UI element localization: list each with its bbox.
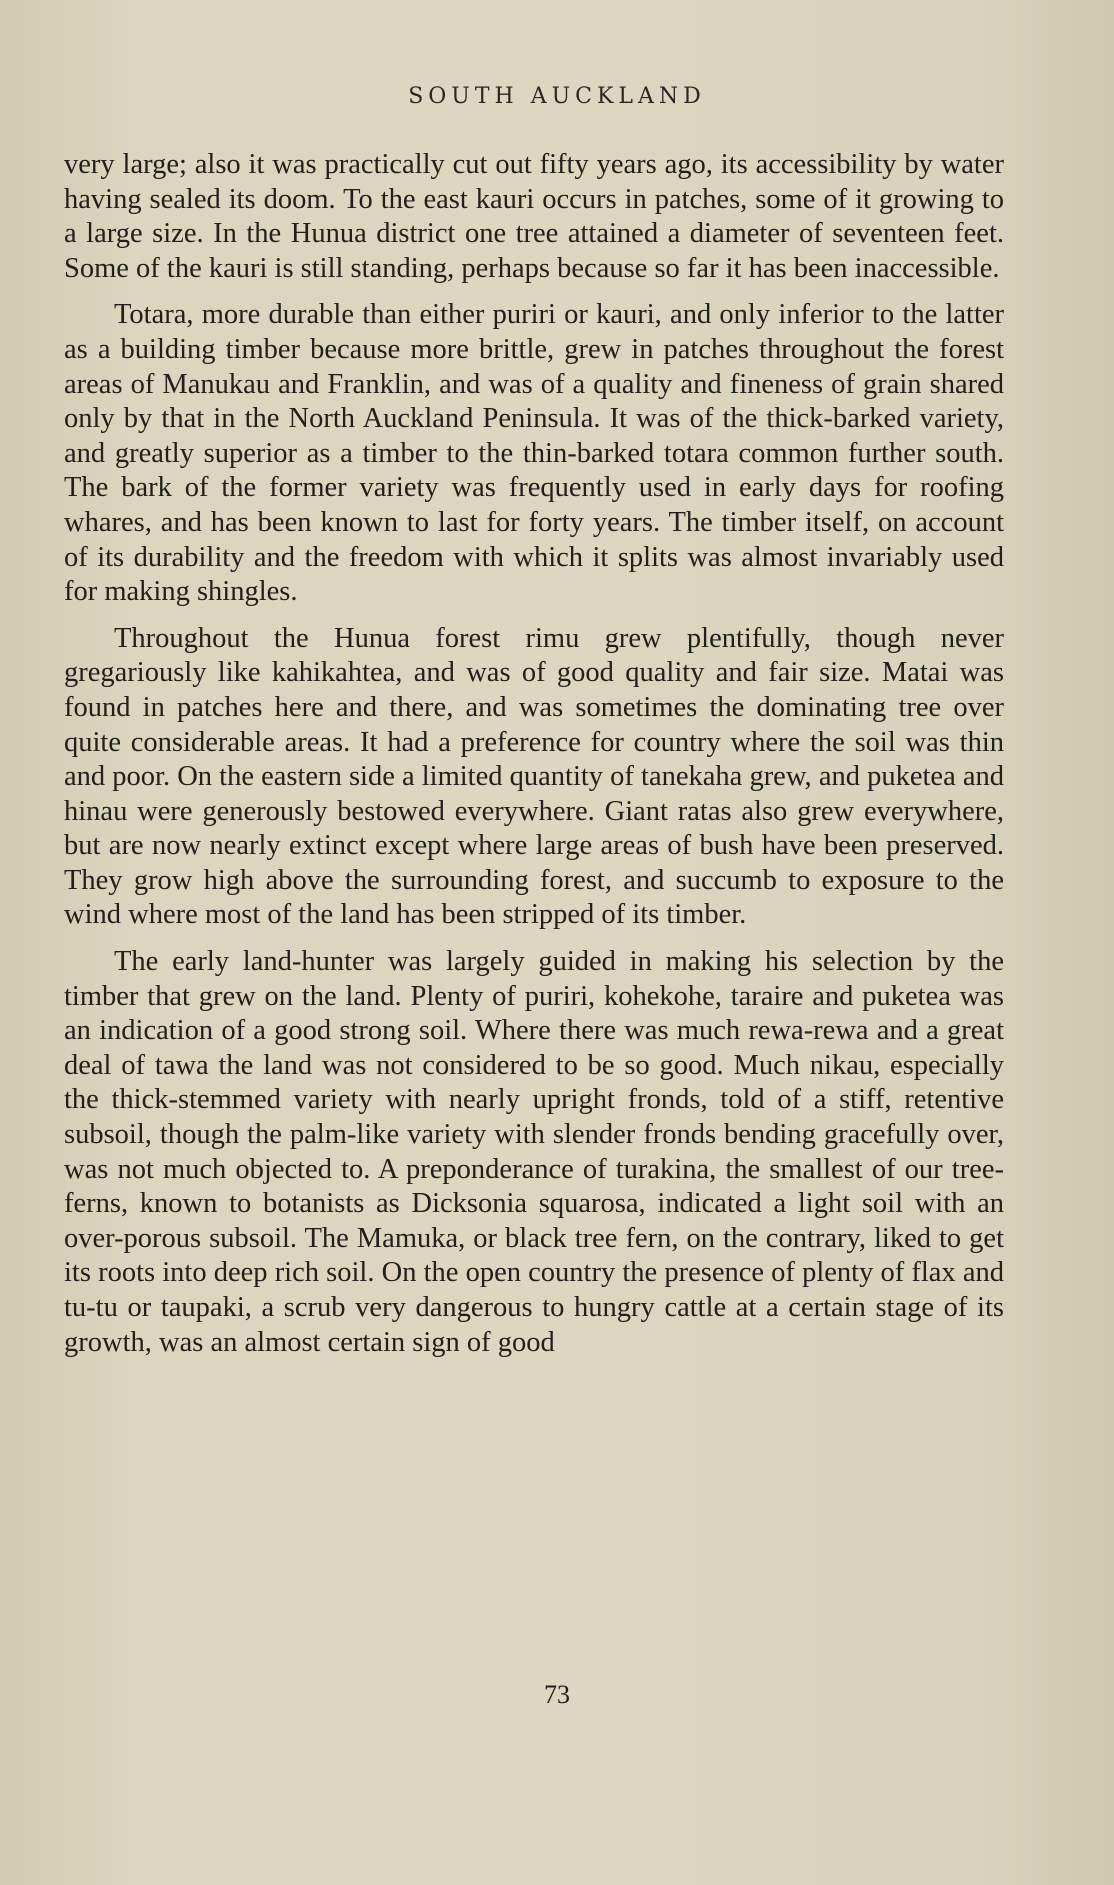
paragraph-land-hunter: The early land-hunter was largely guided in making his selection by the timber that grew on the land. Plenty of puriri, kohekohe, taraire and puketea was an indication of a good strong soil. Where there was much rewa-rewa and a great deal of tawa the land was not considered to be so good. Much nikau, especially the thick-stemmed variety with nearly upright fronds, told of a stiff, retentive subsoil, though the palm-like variety with slender fronds bending gracefully over, was not much objected to. A preponderance of turakina, the smallest of our tree-ferns, known to botanists as Dicksonia squarosa, indicated a light soil with an over-porous subsoil. The Mamuka, or black tree fern, on the contrary, liked to get its roots into deep rich soil. On the open country the presence of plenty of flax and tu-tu or taupaki, a scrub very dangerous to hungry cattle at a certain stage of its growth, was an almost certain sign of good [64,946,1004,1358]
paragraph-continued: very large; also it was practically cut out fifty years ago, its accessibility by water having sealed its doom. To the east kauri occurs in patches, some of it growing to a large size. In the Hunua district one tree attained a diameter of seventeen feet. Some of the kauri is still standing, perhaps because so far it has been inaccessible. [64,149,1004,284]
body-text [64,148,1004,1372]
paragraph-totara: Totara, more durable than either puriri or kauri, and only inferior to the latter as a building timber because more brittle, grew in patches throughout the forest areas of Manukau and Franklin, and was of a quality and fineness of grain shared only by that in the North Auckland Peninsula. It was of the thick-barked variety, and greatly superior as a timber to the thin-barked totara common further south. The bark of the former variety was frequently used in early days for roofing whares, and has been known to last for forty years. The timber itself, on account of its durability and the freedom with which it splits was almost invariably used for making shingles. [64,299,1004,608]
paragraph-hunua-forest: Throughout the Hunua forest rimu grew plentifully, though never gregariously like kahikahtea, and was of good quality and fair size. Matai was found in patches here and there, and was sometimes the dominating tree over quite considerable areas. It had a preference for country where the soil was thin and poor. On the eastern side a limited quantity of tanekaha grew, and puketea and hinau were generously bestowed everywhere. Giant ratas also grew everywhere, but are now nearly extinct except where large areas of bush have been preserved. They grow high above the surrounding forest, and succumb to exposure to the wind where most of the land has been stripped of its timber. [64,622,1004,931]
page-number: 73 [544,1680,570,1709]
running-head: SOUTH AUCKLAND [408,84,706,109]
